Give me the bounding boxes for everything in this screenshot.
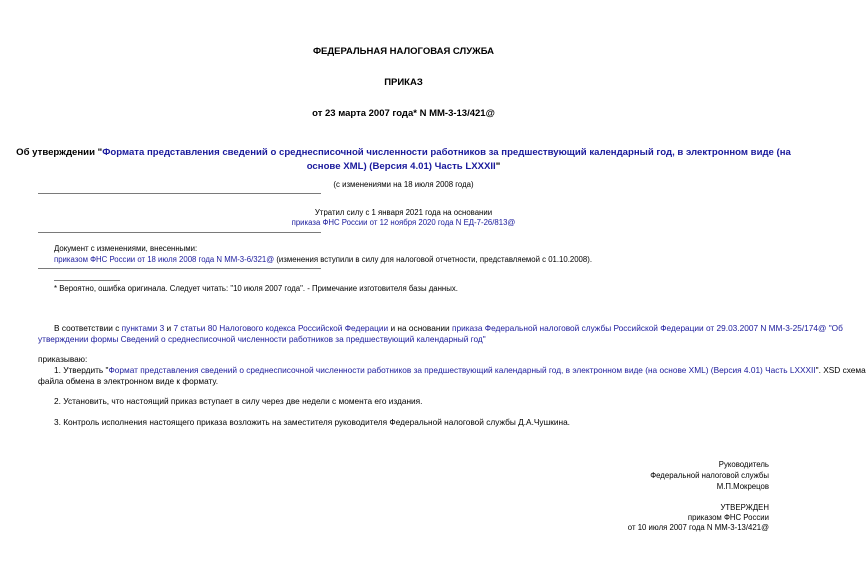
preamble-text2: и	[164, 323, 174, 333]
title-suffix: "	[495, 161, 501, 172]
changes-link[interactable]: приказом ФНС России от 18 июля 2008 года N ММ-3-6/321@	[54, 255, 275, 264]
changes-rest: (изменения вступили в силу для налоговой отчетности, представляемой с 01.10.2008).	[274, 255, 592, 264]
divider	[38, 193, 321, 194]
signature-role: Руководитель	[718, 460, 769, 469]
preamble-text3: и на основании	[388, 323, 452, 333]
repeal-note: Утратил силу с 1 января 2021 года на основании	[314, 208, 493, 217]
item-1-line1	[38, 365, 866, 376]
signature-name: М.П.Мокрецов	[716, 482, 769, 491]
amendment-note: (с изменениями на 18 июля 2008 года)	[333, 180, 474, 189]
preamble-link-order[interactable]: приказа Федеральной налоговой службы Российской Федерации от 29.03.2007 N ММ-3-25/174@ "Об	[451, 323, 843, 333]
item-1-line2: файла обмена в электронном виде к формату.	[38, 376, 219, 386]
divider	[38, 268, 321, 269]
item-1-format-link[interactable]: Формат представления сведений о среднесписочной численности работников за предшествующий календарный год, в электронном виде (на основе XML) (Версия 4.01) Часть LXXXII	[108, 365, 816, 375]
title-link[interactable]: Формата представления сведений о среднесписочной численности работников за предшествующий календарный год, в электронном виде (на	[102, 147, 791, 158]
approved-by: приказом ФНС России	[687, 513, 769, 522]
footnote: * Вероятно, ошибка оригинала. Следует читать: "10 июля 2007 года". - Примечание изготовителя базы данных.	[54, 284, 458, 293]
footnote-divider	[54, 280, 120, 281]
order-word: приказываю:	[38, 354, 88, 364]
item-2: 2. Установить, что настоящий приказ вступает в силу через две недели с момента его издания.	[54, 396, 423, 406]
doc-type: ПРИКАЗ	[384, 77, 423, 88]
approved-title: УТВЕРЖДЕН	[720, 503, 769, 512]
repeal-link-row	[0, 217, 807, 228]
preamble-text1: В соответствии с	[54, 323, 122, 333]
agency-name: ФЕДЕРАЛЬНАЯ НАЛОГОВАЯ СЛУЖБА	[312, 46, 495, 57]
repeal-link[interactable]: приказа ФНС России от 12 ноября 2020 года N ЕД-7-26/813@	[291, 218, 516, 227]
title-link-line2[interactable]: основе XML) (Версия 4.01) Часть LXXXII	[306, 161, 496, 172]
item-1-prefix: 1. Утвердить "	[54, 365, 109, 375]
preamble-link-tax-code[interactable]: 7 статьи 80 Налогового кодекса Российской Федерации	[173, 323, 389, 333]
preamble-link-points[interactable]: пунктами 3	[121, 323, 165, 333]
changes-row	[54, 254, 592, 265]
signature-org: Федеральной налоговой службы	[650, 471, 769, 480]
title-prefix: Об утверждении "	[16, 147, 103, 158]
item-1-suffix: ". XSD схема	[815, 365, 866, 375]
document-title	[0, 146, 807, 174]
preamble-link-order-line2[interactable]: утверждении формы Сведений о среднесписочной численности работников за предшествующий календарный год"	[38, 334, 486, 344]
doc-date-number: от 23 марта 2007 года* N ММ-3-13/421@	[312, 108, 495, 119]
item-3: 3. Контроль исполнения настоящего приказа возложить на заместителя руководителя Федеральной налоговой службы Д.А.Чушкина.	[54, 417, 570, 427]
changes-intro: Документ с изменениями, внесенными:	[54, 244, 198, 253]
preamble-line1	[38, 323, 843, 334]
approved-date: от 10 июля 2007 года N ММ-3-13/421@	[627, 523, 769, 532]
preamble-line2	[38, 334, 486, 345]
divider	[38, 232, 321, 233]
